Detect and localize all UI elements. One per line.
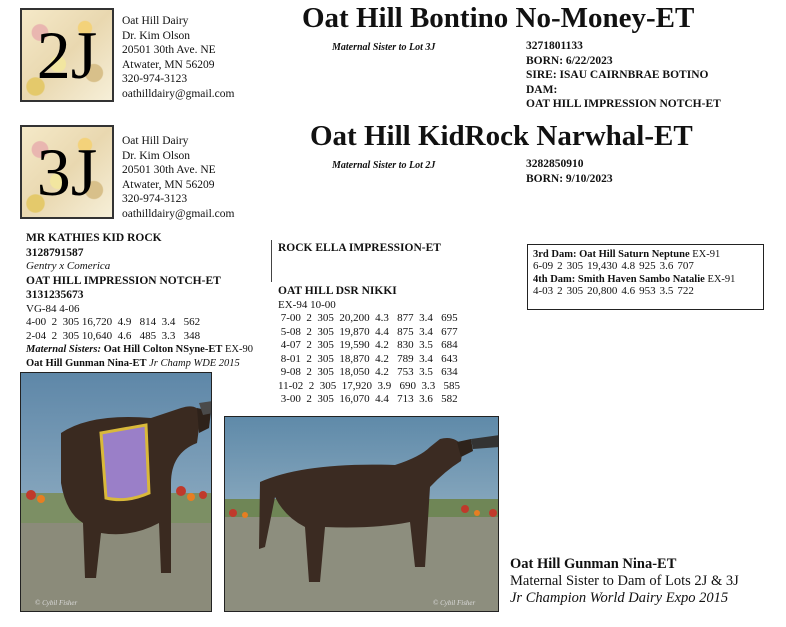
granddam-record: 3-00 2 305 16,070 4.4 713 3.6 582 bbox=[278, 393, 458, 405]
record-cell: 19,430 bbox=[587, 260, 618, 272]
record-cell: 722 bbox=[677, 284, 694, 297]
record-cell: 4-03 bbox=[533, 284, 554, 297]
dam-record: 4-00 2 305 16,720 4.9 814 3.4 562 bbox=[26, 316, 201, 328]
registration-number: 3271801133 bbox=[526, 40, 583, 52]
contact-line: Atwater, MN 56209 bbox=[122, 178, 215, 191]
lot-2j-sister-note: Maternal Sister to Lot 3J bbox=[332, 42, 436, 53]
granddam-name: OAT HILL DSR NIKKI bbox=[278, 285, 397, 297]
lot-3j-contact bbox=[122, 134, 234, 221]
mgs-name: ROCK ELLA IMPRESSION-ET bbox=[278, 242, 441, 254]
cow-photo-2 bbox=[224, 416, 499, 612]
maternal-sister-1: Oat Hill Colton NSyne-ET bbox=[103, 344, 223, 355]
record-cell: 3.5 bbox=[659, 284, 674, 297]
granddam-record: 5-08 2 305 19,870 4.4 875 3.4 677 bbox=[278, 325, 458, 338]
contact-line: Atwater, MN 56209 bbox=[122, 58, 215, 71]
contact-email: oathilldairy@gmail.com bbox=[122, 87, 235, 100]
granddam-block bbox=[278, 284, 460, 407]
granddam-record: 11-02 2 305 17,920 3.9 690 3.3 585 bbox=[278, 379, 461, 392]
dam-name: OAT HILL IMPRESSION NOTCH-ET bbox=[26, 274, 221, 287]
sire: SIRE: ISAU CAIRNBRAE BOTINO bbox=[526, 69, 709, 81]
pedigree-divider bbox=[271, 240, 272, 282]
record-cell: 305 bbox=[566, 260, 584, 272]
dam-reg: 3131235673 bbox=[26, 289, 84, 301]
lot-3j-badge bbox=[20, 125, 114, 219]
granddam-record: 8-01 2 305 18,870 4.2 789 3.4 643 bbox=[278, 352, 458, 365]
lot-2j-details bbox=[526, 39, 721, 112]
lot-2j-title: Oat Hill Bontino No-Money-ET bbox=[302, 2, 695, 34]
record-cell: 305 bbox=[566, 284, 584, 297]
record-cell: 3.6 bbox=[659, 260, 674, 272]
record-cell: 4.8 bbox=[621, 260, 636, 272]
record-cell: 925 bbox=[639, 260, 656, 272]
record-cell: 2 bbox=[557, 260, 563, 272]
svg-text:© Cybil Fisher: © Cybil Fisher bbox=[433, 599, 476, 607]
maternal-label: Maternal Sisters: bbox=[26, 344, 101, 355]
maternal-sister-2-note: Jr Champ WDE 2015 bbox=[149, 357, 240, 369]
caption-name: Oat Hill Gunman Nina-ET bbox=[510, 556, 677, 572]
granddam-class: EX-94 10-00 bbox=[278, 298, 336, 311]
contact-line: 320-974-3123 bbox=[122, 193, 188, 205]
contact-line: 20501 30th Ave. NE bbox=[122, 44, 216, 56]
record-cell: 20,800 bbox=[587, 284, 618, 297]
third-dam-label: 3rd Dam: bbox=[533, 249, 577, 260]
record-cell: 707 bbox=[677, 260, 694, 272]
granddam-record: 4-07 2 305 19,590 4.2 830 3.5 684 bbox=[278, 339, 458, 351]
maternal-sister-2-line bbox=[26, 357, 276, 371]
cow-photo-icon bbox=[225, 417, 499, 612]
maternal-sister-2: Oat Hill Gunman Nina-ET bbox=[26, 357, 147, 369]
registration-number: 3282850910 bbox=[526, 158, 584, 170]
cow-photo-1 bbox=[20, 372, 212, 612]
third-dam-line bbox=[533, 249, 758, 260]
cow-photo-icon bbox=[21, 373, 212, 612]
dam-record: 2-04 2 305 10,640 4.6 485 3.3 348 bbox=[26, 329, 201, 342]
dam-name: OAT HILL IMPRESSION NOTCH-ET bbox=[526, 98, 721, 110]
contact-line: Oat Hill Dairy bbox=[122, 135, 189, 147]
caption-line-2: Maternal Sister to Dam of Lots 2J & 3J bbox=[510, 573, 739, 589]
svg-text:© Cybil Fisher: © Cybil Fisher bbox=[35, 599, 78, 607]
third-dam-record bbox=[533, 260, 698, 274]
dam-class: VG-84 4-06 bbox=[26, 302, 80, 315]
sire-line: Gentry x Comerica bbox=[26, 260, 111, 272]
fourth-dam-record bbox=[533, 285, 698, 299]
dams-box bbox=[527, 244, 764, 310]
record-cell: 953 bbox=[639, 284, 656, 297]
lot-3j-details bbox=[526, 157, 613, 186]
contact-line: Dr. Kim Olson bbox=[122, 29, 191, 42]
third-dam-score: EX-91 bbox=[692, 249, 721, 260]
fourth-dam-name: Smith Haven Sambo Natalie bbox=[577, 273, 705, 285]
contact-line: 320-974-3123 bbox=[122, 73, 188, 85]
lot-2j-number: 2J bbox=[36, 17, 98, 93]
fourth-dam-score: EX-91 bbox=[707, 273, 736, 285]
contact-line: 20501 30th Ave. NE bbox=[122, 164, 216, 176]
granddam-record: 7-00 2 305 20,200 4.3 877 3.4 695 bbox=[278, 312, 458, 324]
lot-3j-title: Oat Hill KidRock Narwhal-ET bbox=[310, 120, 693, 152]
maternal-sister-1-score: EX-90 bbox=[224, 344, 253, 355]
lot-3j-number: 3J bbox=[36, 134, 98, 210]
caption-line-3: Jr Champion World Dairy Expo 2015 bbox=[510, 590, 729, 606]
record-cell: 4.6 bbox=[621, 284, 636, 297]
lot-2j-contact bbox=[122, 14, 234, 101]
record-cell: 6-09 bbox=[533, 260, 554, 272]
pedigree-left bbox=[26, 231, 276, 370]
third-dam-name: Oat Hill Saturn Neptune bbox=[579, 249, 690, 260]
contact-email: oathilldairy@gmail.com bbox=[122, 207, 235, 220]
photo-caption bbox=[510, 556, 739, 607]
lot-2j-badge bbox=[20, 8, 114, 102]
contact-line: Dr. Kim Olson bbox=[122, 149, 191, 162]
born-date: BORN: 9/10/2023 bbox=[526, 172, 613, 185]
contact-line: Oat Hill Dairy bbox=[122, 15, 189, 27]
lot-3j-sister-note: Maternal Sister to Lot 2J bbox=[332, 160, 436, 171]
fourth-dam-line bbox=[533, 274, 758, 285]
granddam-record: 9-08 2 305 18,050 4.2 753 3.5 634 bbox=[278, 366, 458, 378]
sire-reg: 3128791587 bbox=[26, 246, 84, 259]
maternal-sisters bbox=[26, 343, 276, 357]
dam-label: DAM: bbox=[526, 83, 558, 96]
fourth-dam-label: 4th Dam: bbox=[533, 273, 576, 285]
record-cell: 2 bbox=[557, 284, 563, 297]
born-date: BORN: 6/22/2023 bbox=[526, 54, 613, 67]
sire-name: MR KATHIES KID ROCK bbox=[26, 232, 162, 244]
